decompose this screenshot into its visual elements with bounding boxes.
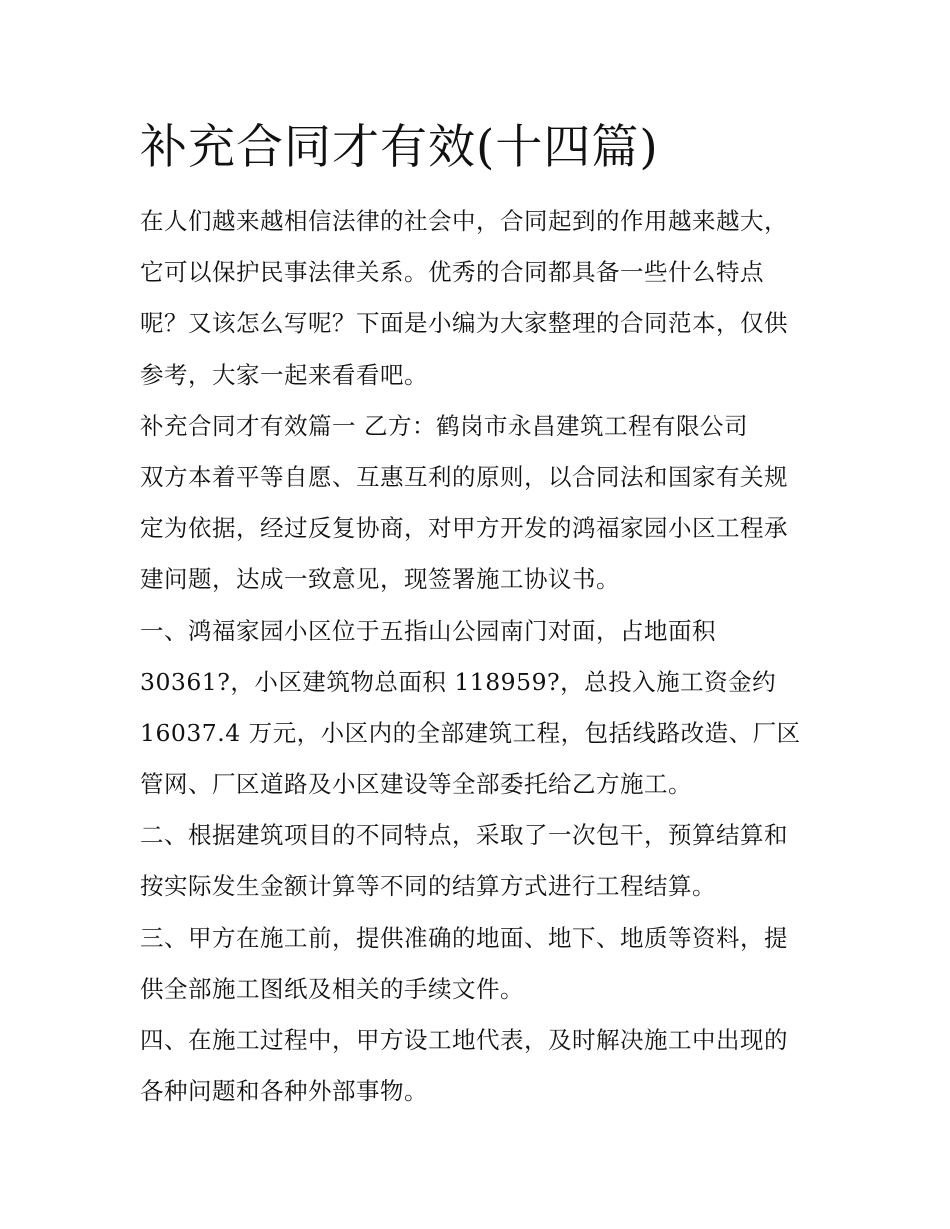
document-title: 补充合同才有效(十四篇) [140, 120, 659, 175]
body-line: 三、甲方在施工前，提供准确的地面、地下、地质等资料，提 [140, 923, 788, 952]
body-line: 30361?，小区建筑物总面积 118959?，总投入施工资金约 [140, 667, 777, 696]
body-line: 双方本着平等自愿、互惠互利的原则，以合同法和国家有关规 [140, 462, 788, 491]
body-line: 定为依据，经过反复协商，对甲方开发的鸿福家园小区工程承 [140, 514, 788, 543]
body-line: 各种问题和各种外部事物。 [140, 1077, 428, 1106]
document-body [140, 196, 830, 1117]
body-line: 呢？又该怎么写呢？下面是小编为大家整理的合同范本，仅供 [140, 309, 788, 338]
body-line: 四、在施工过程中，甲方设工地代表，及时解决施工中出现的 [140, 1026, 788, 1054]
body-line: 一、鸿福家园小区位于五指山公园南门对面，占地面积 [140, 616, 716, 645]
body-line: 16037.4 万元，小区内的全部建筑工程，包括线路改造、厂区 [140, 718, 801, 747]
body-line: 管网、厂区道路及小区建设等全部委托给乙方施工。 [140, 770, 692, 799]
body-line: 建问题，达成一致意见，现签署施工协议书。 [140, 565, 620, 594]
body-line: 补充合同才有效篇一 乙方：鹤岗市永昌建筑工程有限公司 [140, 411, 748, 440]
body-line: 供全部施工图纸及相关的手续文件。 [140, 974, 524, 1003]
body-line: 它可以保护民事法律关系。优秀的合同都具备一些什么特点 [140, 258, 764, 287]
body-line: 按实际发生金额计算等不同的结算方式进行工程结算。 [140, 872, 716, 901]
body-line: 参考，大家一起来看看吧。 [140, 360, 428, 389]
body-line: 在人们越来越相信法律的社会中，合同起到的作用越来越大， [140, 207, 788, 235]
body-line: 二、根据建筑项目的不同特点，采取了一次包干，预算结算和 [140, 821, 788, 850]
